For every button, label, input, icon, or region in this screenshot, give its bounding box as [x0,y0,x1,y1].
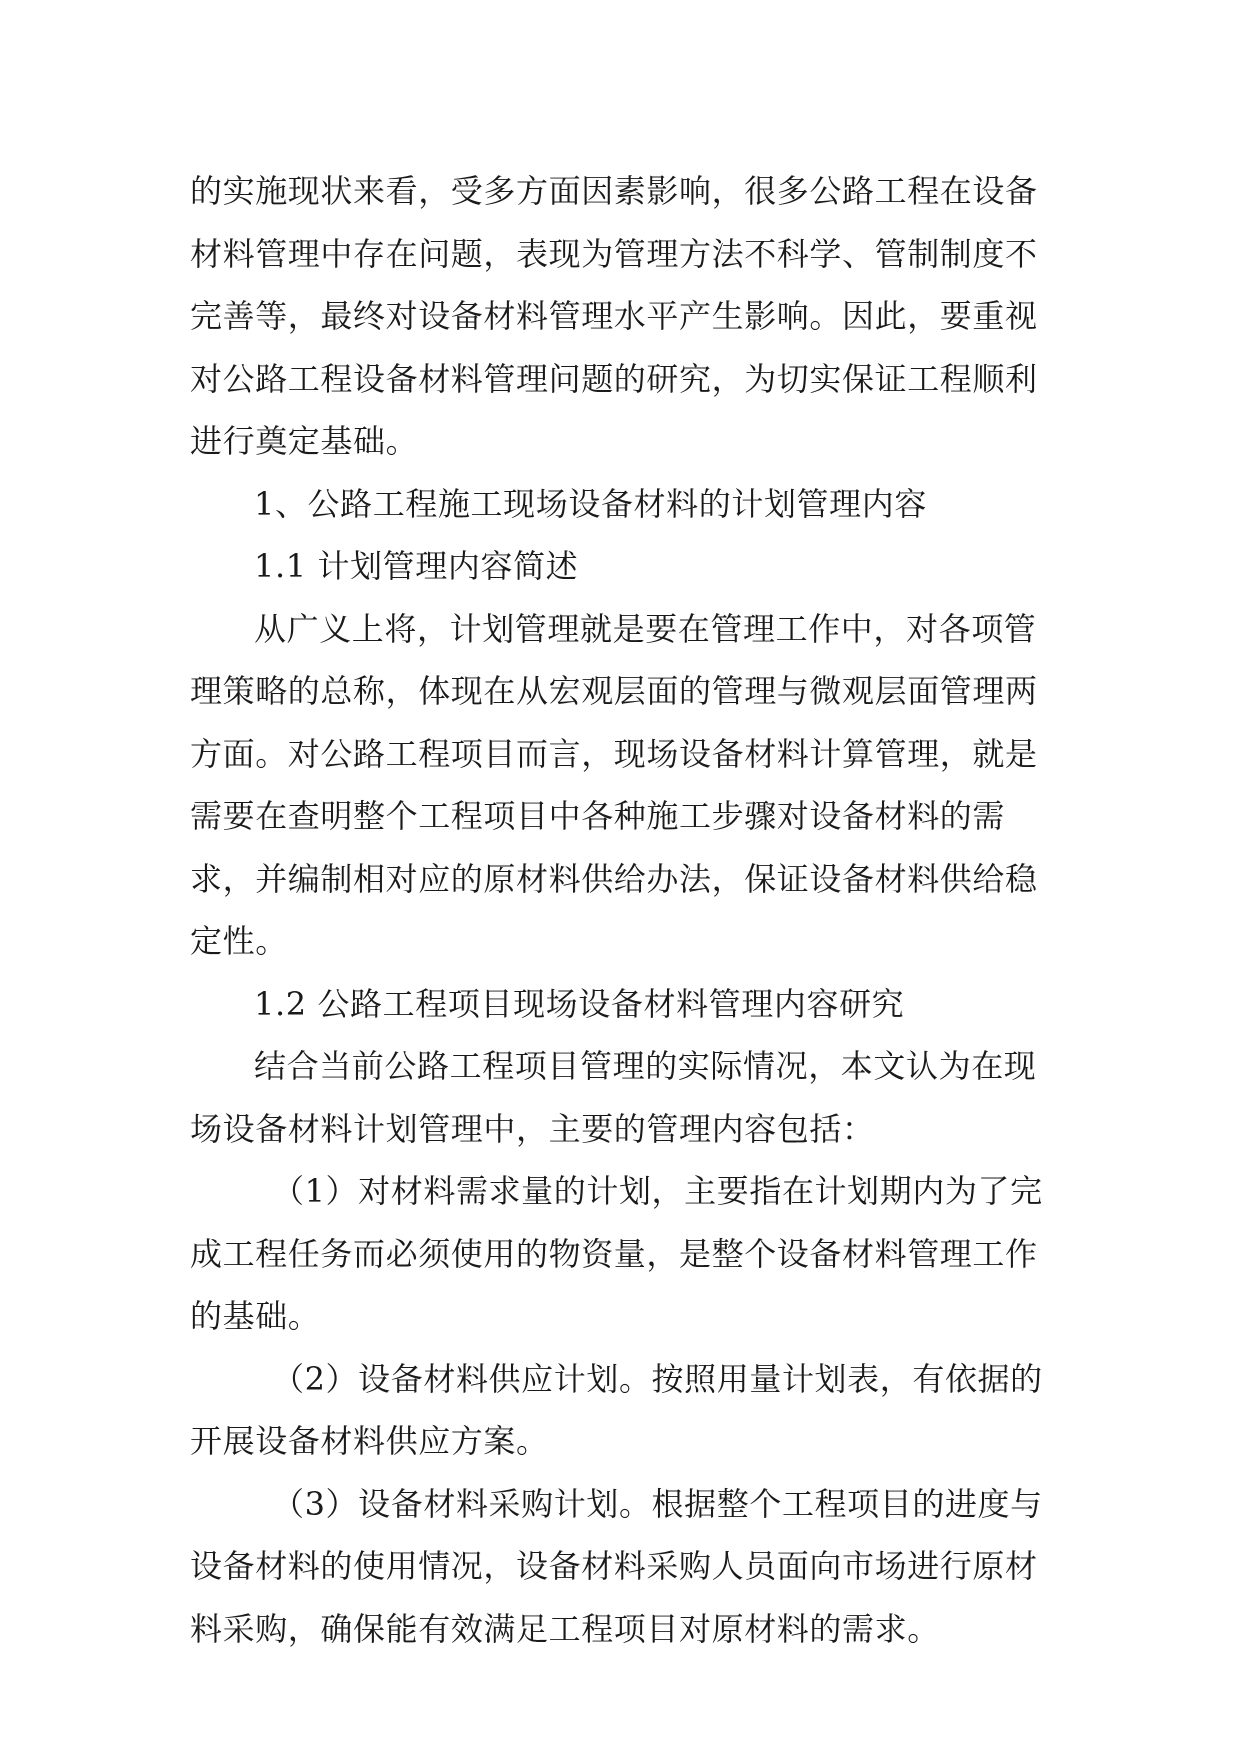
text-line: 料采购，确保能有效满足工程项目对原材料的需求。 [190,1609,940,1648]
text-line: 的基础。 [190,1297,321,1335]
list-item: （3）设备材料采购计划。根据整个工程项目的进度与 [272,1484,1043,1523]
text-line: 材料管理中存在问题，表现为管理方法不科学、管制制度不 [190,234,1038,273]
subsection-heading: 1.1 计划管理内容简述 [254,547,579,585]
text-line: 进行奠定基础。 [190,422,419,460]
section-heading: 1、公路工程施工现场设备材料的计划管理内容 [254,484,927,523]
text-line: 求，并编制相对应的原材料供给办法，保证设备材料供给稳 [190,859,1038,898]
text-line: 开展设备材料供应方案。 [190,1422,549,1460]
text-line: 结合当前公路工程项目管理的实际情况，本文认为在现 [254,1047,1037,1085]
text-line: 设备材料的使用情况，设备材料采购人员面向市场进行原材 [190,1547,1038,1585]
text-line: 成工程任务而必须使用的物资量，是整个设备材料管理工作 [190,1234,1038,1273]
text-line: 从广义上将，计划管理就是要在管理工作中，对各项管 [254,609,1037,648]
document-body [190,160,1060,1660]
list-item: （1）对材料需求量的计划，主要指在计划期内为了完 [272,1172,1043,1210]
text-line: 理策略的总称，体现在从宏观层面的管理与微观层面管理两 [190,672,1038,710]
list-item: （2）设备材料供应计划。按照用量计划表，有依据的 [272,1359,1043,1398]
text-line: 方面。对公路工程项目而言，现场设备材料计算管理，就是 [190,734,1038,773]
text-line: 完善等，最终对设备材料管理水平产生影响。因此，要重视 [190,297,1038,335]
subsection-heading: 1.2 公路工程项目现场设备材料管理内容研究 [254,984,905,1023]
text-line: 需要在查明整个工程项目中各种施工步骤对设备材料的需 [190,797,1006,835]
text-line: 场设备材料计划管理中，主要的管理内容包括： [190,1109,875,1148]
text-line: 定性。 [190,922,288,960]
text-line: 对公路工程设备材料管理问题的研究，为切实保证工程顺利 [190,359,1038,398]
text-line: 的实施现状来看，受多方面因素影响，很多公路工程在设备 [190,172,1038,210]
